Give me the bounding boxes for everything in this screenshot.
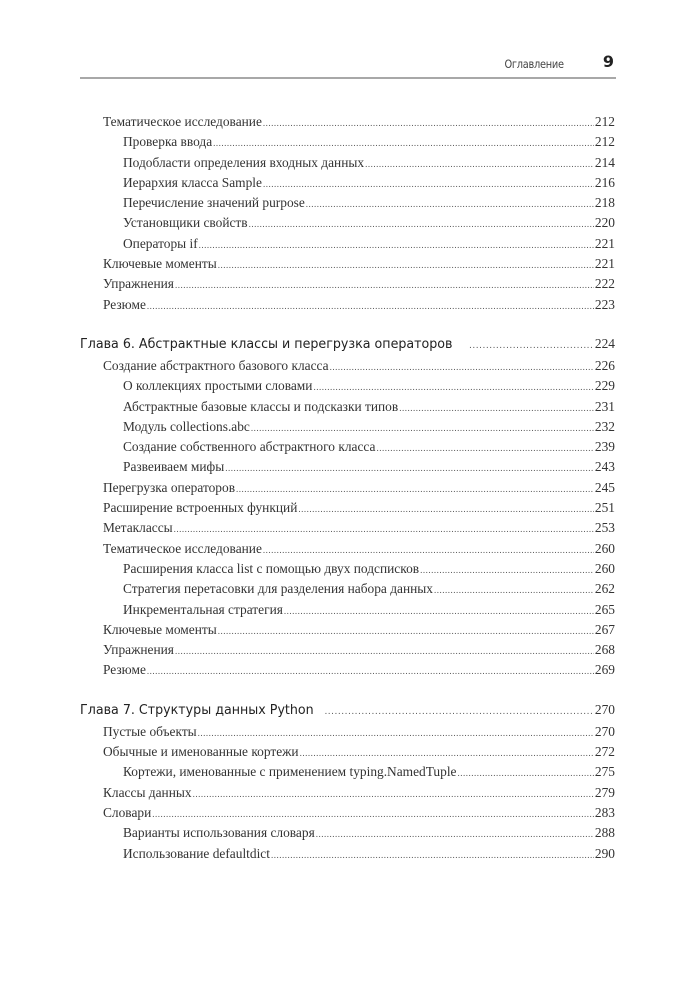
toc-entry-page: 283 bbox=[594, 804, 615, 820]
toc-entry-title: Установщики свойств bbox=[123, 215, 248, 231]
toc-entry-page: 214 bbox=[594, 154, 615, 170]
toc-entry-page: 221 bbox=[594, 235, 615, 251]
toc-entry-title: Инкрементальная стратегия bbox=[123, 601, 283, 617]
toc-entry-title: Варианты использования словаря bbox=[123, 825, 315, 841]
dot-leader bbox=[147, 301, 594, 311]
dot-leader bbox=[213, 138, 594, 148]
dot-leader bbox=[263, 118, 594, 128]
toc-entry-title: Резюме bbox=[103, 662, 146, 678]
toc-entry-title: Операторы if bbox=[123, 235, 198, 251]
dot-leader bbox=[218, 626, 594, 636]
toc-entry-page: 229 bbox=[594, 378, 615, 394]
dot-leader bbox=[298, 504, 594, 514]
toc-entry-page: 243 bbox=[594, 459, 615, 475]
toc-entry-title: Подобласти определения входных данных bbox=[123, 154, 365, 170]
toc-entry[interactable] bbox=[80, 561, 615, 581]
toc-entry-page: 269 bbox=[594, 662, 615, 678]
toc-entry-title: Расширение встроенных функций bbox=[103, 500, 298, 516]
toc-entry-title: Кортежи, именованные с применением typing.NamedTuple bbox=[123, 764, 457, 780]
toc-entry[interactable] bbox=[80, 399, 615, 419]
toc-entry[interactable] bbox=[80, 276, 615, 296]
toc-entry[interactable] bbox=[80, 195, 615, 215]
toc-entry-page: 253 bbox=[594, 520, 615, 536]
toc-entry-page: 262 bbox=[594, 581, 615, 597]
dot-leader bbox=[365, 159, 594, 169]
toc-entry-page: 216 bbox=[594, 174, 615, 190]
toc-entry-title: Ключевые моменты bbox=[103, 256, 217, 272]
dot-leader bbox=[420, 565, 594, 575]
toc-entry[interactable] bbox=[80, 764, 615, 784]
toc-entry-page: 270 bbox=[594, 701, 615, 717]
toc-entry[interactable] bbox=[80, 500, 615, 520]
toc-entry[interactable] bbox=[80, 134, 615, 154]
dot-leader bbox=[263, 179, 594, 189]
toc-entry[interactable] bbox=[80, 439, 615, 459]
toc-entry-title: Стратегия перетасовки для разделения набора данных bbox=[123, 581, 434, 597]
toc-entry-page: 221 bbox=[594, 256, 615, 272]
table-of-contents bbox=[80, 114, 615, 866]
toc-entry-title: Пустые объекты bbox=[103, 723, 197, 739]
toc-entry[interactable] bbox=[80, 236, 615, 256]
toc-entry-title: Расширения класса list с помощью двух подсписков bbox=[123, 560, 420, 576]
toc-entry-page: 270 bbox=[594, 723, 615, 739]
toc-entry-page: 232 bbox=[594, 418, 615, 434]
toc-entry[interactable] bbox=[80, 378, 615, 398]
toc-entry-page: 260 bbox=[594, 540, 615, 556]
dot-leader bbox=[175, 280, 594, 290]
toc-entry-title: Резюме bbox=[103, 296, 146, 312]
toc-entry[interactable] bbox=[80, 358, 615, 378]
toc-entry[interactable] bbox=[80, 846, 615, 866]
toc-entry-title: Словари bbox=[103, 804, 152, 820]
toc-entry-title: Использование defaultdict bbox=[123, 845, 270, 861]
toc-entry-page: 226 bbox=[594, 357, 615, 373]
toc-entry[interactable] bbox=[80, 581, 615, 601]
toc-entry[interactable] bbox=[80, 459, 615, 479]
dot-leader bbox=[218, 260, 594, 270]
chapter-spacer bbox=[80, 683, 615, 702]
running-header bbox=[80, 48, 616, 78]
dot-leader bbox=[147, 666, 594, 676]
dot-leader bbox=[469, 341, 594, 351]
toc-entry[interactable] bbox=[80, 419, 615, 439]
toc-entry-page: 251 bbox=[594, 500, 615, 516]
toc-entry[interactable] bbox=[80, 520, 615, 540]
dot-leader bbox=[399, 403, 594, 413]
page-number: 9 bbox=[602, 52, 614, 71]
toc-entry-title: Упражнения bbox=[103, 642, 174, 658]
toc-entry-title: Перегрузка операторов bbox=[103, 479, 236, 495]
toc-entry-title: Иерархия класса Sample bbox=[123, 174, 262, 190]
dot-leader bbox=[271, 850, 594, 860]
toc-entry[interactable] bbox=[80, 155, 615, 175]
toc-entry-page: 288 bbox=[594, 825, 615, 841]
toc-entry-title: Обычные и именованные кортежи bbox=[103, 744, 299, 760]
toc-entry-page: 260 bbox=[594, 560, 615, 576]
toc-entry[interactable] bbox=[80, 805, 615, 825]
toc-entry-page: 272 bbox=[594, 744, 615, 760]
toc-entry-page: 239 bbox=[594, 439, 615, 455]
toc-entry[interactable] bbox=[80, 480, 615, 500]
toc-entry-title: Абстрактные базовые классы и подсказки типов bbox=[123, 398, 399, 414]
toc-entry-page: 231 bbox=[594, 398, 615, 414]
toc-chapter-entry[interactable] bbox=[80, 702, 615, 724]
toc-entry[interactable] bbox=[80, 256, 615, 276]
dot-leader bbox=[198, 728, 594, 738]
toc-entry[interactable] bbox=[80, 662, 615, 682]
toc-entry-title: Создание собственного абстрактного класса bbox=[123, 439, 376, 455]
dot-leader bbox=[199, 240, 594, 250]
toc-entry-title: О коллекциях простыми словами bbox=[123, 378, 313, 394]
toc-entry[interactable] bbox=[80, 622, 615, 642]
toc-entry-page: 267 bbox=[594, 621, 615, 637]
toc-entry-title: Классы данных bbox=[103, 784, 192, 800]
toc-entry[interactable] bbox=[80, 825, 615, 845]
dot-leader bbox=[330, 362, 594, 372]
toc-entry-title: Ключевые моменты bbox=[103, 621, 217, 637]
toc-chapter-entry[interactable] bbox=[80, 336, 615, 358]
dot-leader bbox=[175, 646, 594, 656]
dot-leader bbox=[263, 545, 594, 555]
toc-entry[interactable] bbox=[80, 175, 615, 195]
dot-leader bbox=[174, 524, 594, 534]
dot-leader bbox=[300, 748, 594, 758]
toc-entry-page: 222 bbox=[594, 276, 615, 292]
toc-entry[interactable] bbox=[80, 785, 615, 805]
toc-entry[interactable] bbox=[80, 114, 615, 134]
toc-entry-title: Упражнения bbox=[103, 276, 174, 292]
toc-entry-page: 290 bbox=[594, 845, 615, 861]
toc-entry-title: Модуль collections.abc bbox=[123, 418, 250, 434]
toc-entry-page: 220 bbox=[594, 215, 615, 231]
dot-leader bbox=[225, 463, 594, 473]
dot-leader bbox=[251, 423, 594, 433]
toc-entry[interactable] bbox=[80, 541, 615, 561]
dot-leader bbox=[316, 829, 594, 839]
toc-entry-page: 212 bbox=[594, 114, 615, 129]
toc-entry-title: Перечисление значений purpose bbox=[123, 195, 305, 211]
toc-entry-page: 212 bbox=[594, 134, 615, 150]
toc-entry-page: 268 bbox=[594, 642, 615, 658]
toc-entry-page: 265 bbox=[594, 601, 615, 617]
running-header-title: Оглавление bbox=[504, 57, 564, 71]
chapter-spacer bbox=[80, 317, 615, 336]
dot-leader bbox=[193, 789, 594, 799]
toc-entry-title: Глава 7. Структуры данных Python bbox=[80, 702, 314, 718]
toc-entry[interactable] bbox=[80, 642, 615, 662]
toc-entry-page: 224 bbox=[594, 335, 615, 351]
toc-entry-page: 218 bbox=[594, 195, 615, 211]
toc-entry-title: Проверка ввода bbox=[123, 134, 213, 150]
dot-leader bbox=[376, 443, 593, 453]
toc-entry[interactable] bbox=[80, 215, 615, 235]
dot-leader bbox=[457, 768, 593, 778]
dot-leader bbox=[324, 707, 593, 717]
toc-entry-page: 279 bbox=[594, 784, 615, 800]
toc-entry-title: Метаклассы bbox=[103, 520, 173, 536]
toc-entry-title: Создание абстрактного базового класса bbox=[103, 357, 329, 373]
dot-leader bbox=[434, 585, 594, 595]
toc-entry-page: 245 bbox=[594, 479, 615, 495]
toc-entry-page: 275 bbox=[594, 764, 615, 780]
toc-entry[interactable] bbox=[80, 602, 615, 622]
toc-entry-title: Тематическое исследование bbox=[103, 114, 262, 129]
toc-entry-title: Глава 6. Абстрактные классы и перегрузка операторов bbox=[80, 336, 453, 352]
toc-entry-title: Развеиваем мифы bbox=[123, 459, 225, 475]
dot-leader bbox=[313, 382, 593, 392]
toc-entry[interactable] bbox=[80, 297, 615, 317]
dot-leader bbox=[236, 484, 594, 494]
dot-leader bbox=[306, 199, 594, 209]
header-rule bbox=[80, 77, 616, 79]
toc-entry-title: Тематическое исследование bbox=[103, 540, 262, 556]
dot-leader bbox=[249, 219, 594, 229]
toc-entry-page: 223 bbox=[594, 296, 615, 312]
toc-entry[interactable] bbox=[80, 724, 615, 744]
toc-entry[interactable] bbox=[80, 744, 615, 764]
dot-leader bbox=[152, 809, 594, 819]
dot-leader bbox=[284, 606, 594, 616]
